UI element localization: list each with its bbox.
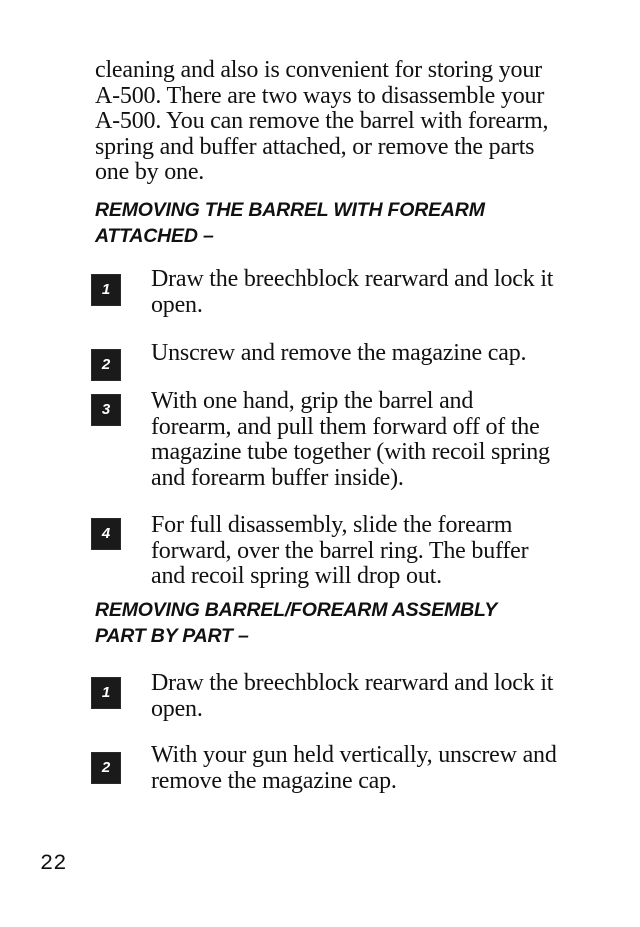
step-text: Draw the breechblock rearward and lock it open. — [151, 266, 554, 318]
intro-paragraph: cleaning and also is convenient for storing your A-500. There are two ways to disassemble your A-500. You can remove the barrel with forearm, spring and buffer attached, or remove the parts one by one. — [95, 57, 549, 186]
step-number-badge: 1 — [92, 275, 120, 305]
section-heading-barrel-with-forearm: REMOVING THE BARREL WITH FOREARM ATTACHED – — [95, 199, 485, 247]
page-number: 22 — [40, 851, 67, 876]
section-heading-part-by-part: REMOVING BARREL/FOREARM ASSEMBLY PART BY PART – — [95, 599, 498, 647]
step-text: Draw the breechblock rearward and lock it open. — [151, 670, 554, 722]
step-number-badge: 4 — [92, 519, 120, 549]
step-text: With your gun held vertically, unscrew and remove the magazine cap. — [151, 742, 557, 794]
step-text: For full disassembly, slide the forearm forward, over the barrel ring. The buffer and recoil spring will drop out. — [151, 512, 529, 590]
step-number-badge: 1 — [92, 678, 120, 708]
step-number-badge: 2 — [92, 350, 120, 380]
step-text: With one hand, grip the barrel and forearm, and pull them forward off of the magazine tube together (with recoil spring and forearm buffer inside). — [151, 388, 550, 491]
step-text: Unscrew and remove the magazine cap. — [151, 340, 527, 366]
step-number-badge: 2 — [92, 753, 120, 783]
step-number-badge: 3 — [92, 395, 120, 425]
